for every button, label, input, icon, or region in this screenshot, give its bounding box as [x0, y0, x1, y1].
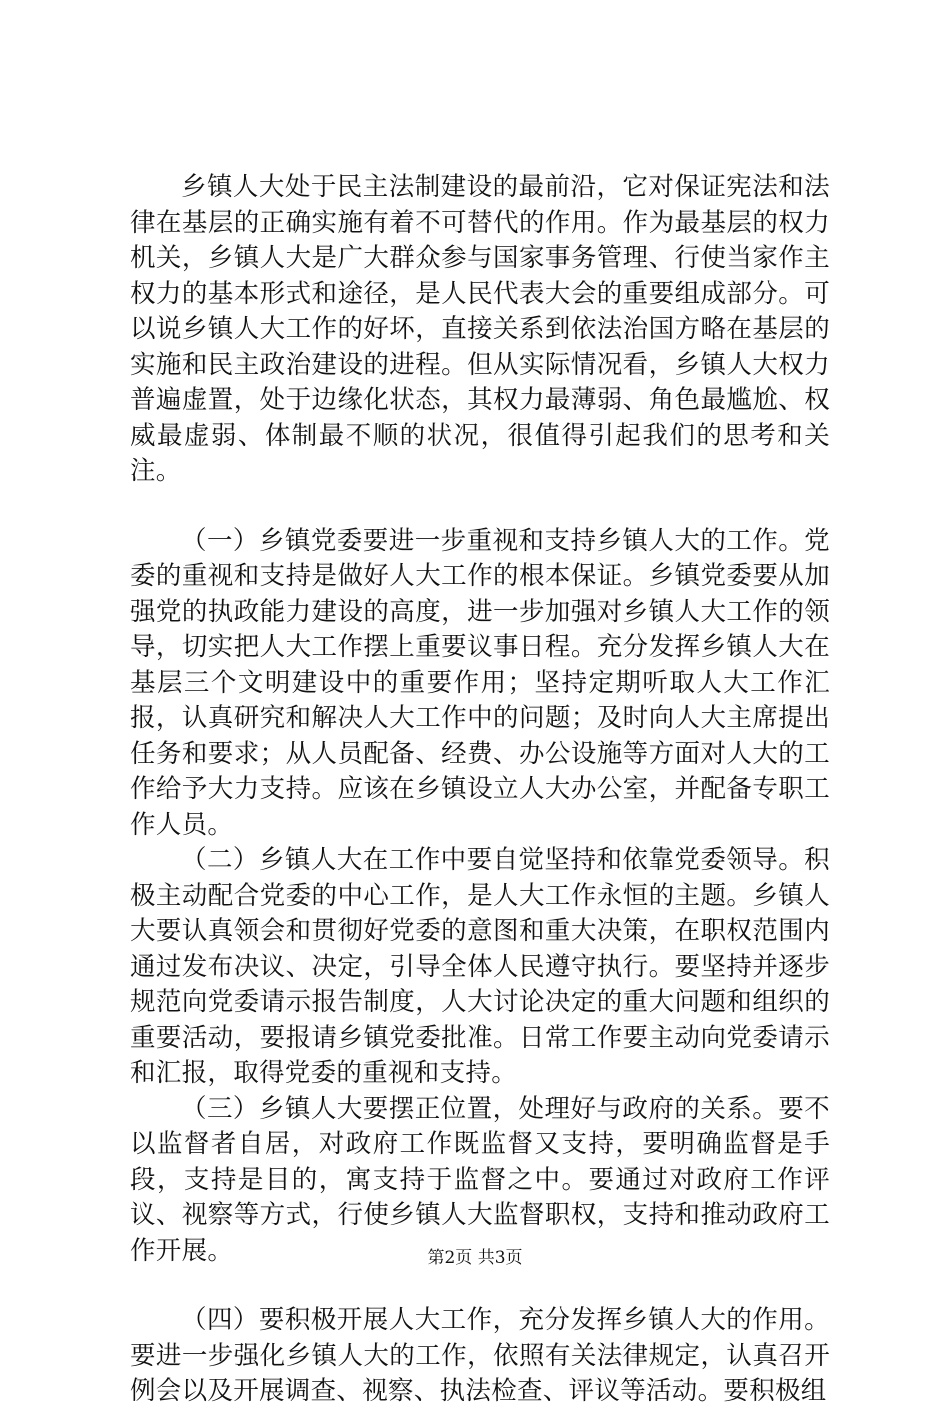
paragraph-section-3: （三）乡镇人大要摆正位置，处理好与政府的关系。要不以监督者自居，对政府工作既监督又支持，要明确监督是手段，支持是目的，寓支持于监督之中。要通过对政府工作评议、视察等方式，行使乡镇人大监督职权，支持和推动政府工作开展。: [130, 1093, 830, 1266]
paragraph-section-2: （二）乡镇人大在工作中要自觉坚持和依靠党委领导。积极主动配合党委的中心工作，是人大工作永恒的主题。乡镇人大要认真领会和贯彻好党委的意图和重大决策，在职权范围内通过发布决议、决定，引导全体人民遵守执行。要坚持并逐步规范向党委请示报告制度，人大讨论决定的重大问题和组织的重要活动，要报请乡镇党委批准。日常工作要主动向党委请示和汇报，取得党委的重视和支持。: [130, 845, 830, 1088]
document-body: [130, 170, 830, 1410]
paragraph-intro: 乡镇人大处于民主法制建设的最前沿，它对保证宪法和法律在基层的正确实施有着不可替代的作用。作为最基层的权力机关，乡镇人大是广大群众参与国家事务管理、行使当家作主权力的基本形式和途径，是人民代表大会的重要组成部分。可以说乡镇人大工作的好坏，直接关系到依法治国方略在基层的实施和民主政治建设的进程。但从实际情况看，乡镇人大权力普遍虚置，处于边缘化状态，其权力最薄弱、角色最尴尬、权威最虚弱、体制最不顺的状况，很值得引起我们的思考和关注。: [130, 172, 830, 486]
page-footer: 第2页 共3页: [427, 1248, 523, 1268]
paragraph-section-1: （一）乡镇党委要进一步重视和支持乡镇人大的工作。党委的重视和支持是做好人大工作的根本保证。乡镇党委要从加强党的执政能力建设的高度，进一步加强对乡镇人大工作的领导，切实把人大工作摆上重要议事日程。充分发挥乡镇人大在基层三个文明建设中的重要作用；坚持定期听取人大工作汇报，认真研究和解决人大工作中的问题；及时向人大主席提出任务和要求；从人员配备、经费、办公设施等方面对人大的工作给予大力支持。应该在乡镇设立人大办公室，并配备专职工作人员。: [130, 525, 830, 840]
paragraph-section-4: （四）要积极开展人大工作，充分发挥乡镇人大的作用。要进一步强化乡镇人大的工作，依照有关法律规定，认真召开例会以及开展调查、视察、执法检查、评议等活动。要积极组: [130, 1305, 830, 1406]
